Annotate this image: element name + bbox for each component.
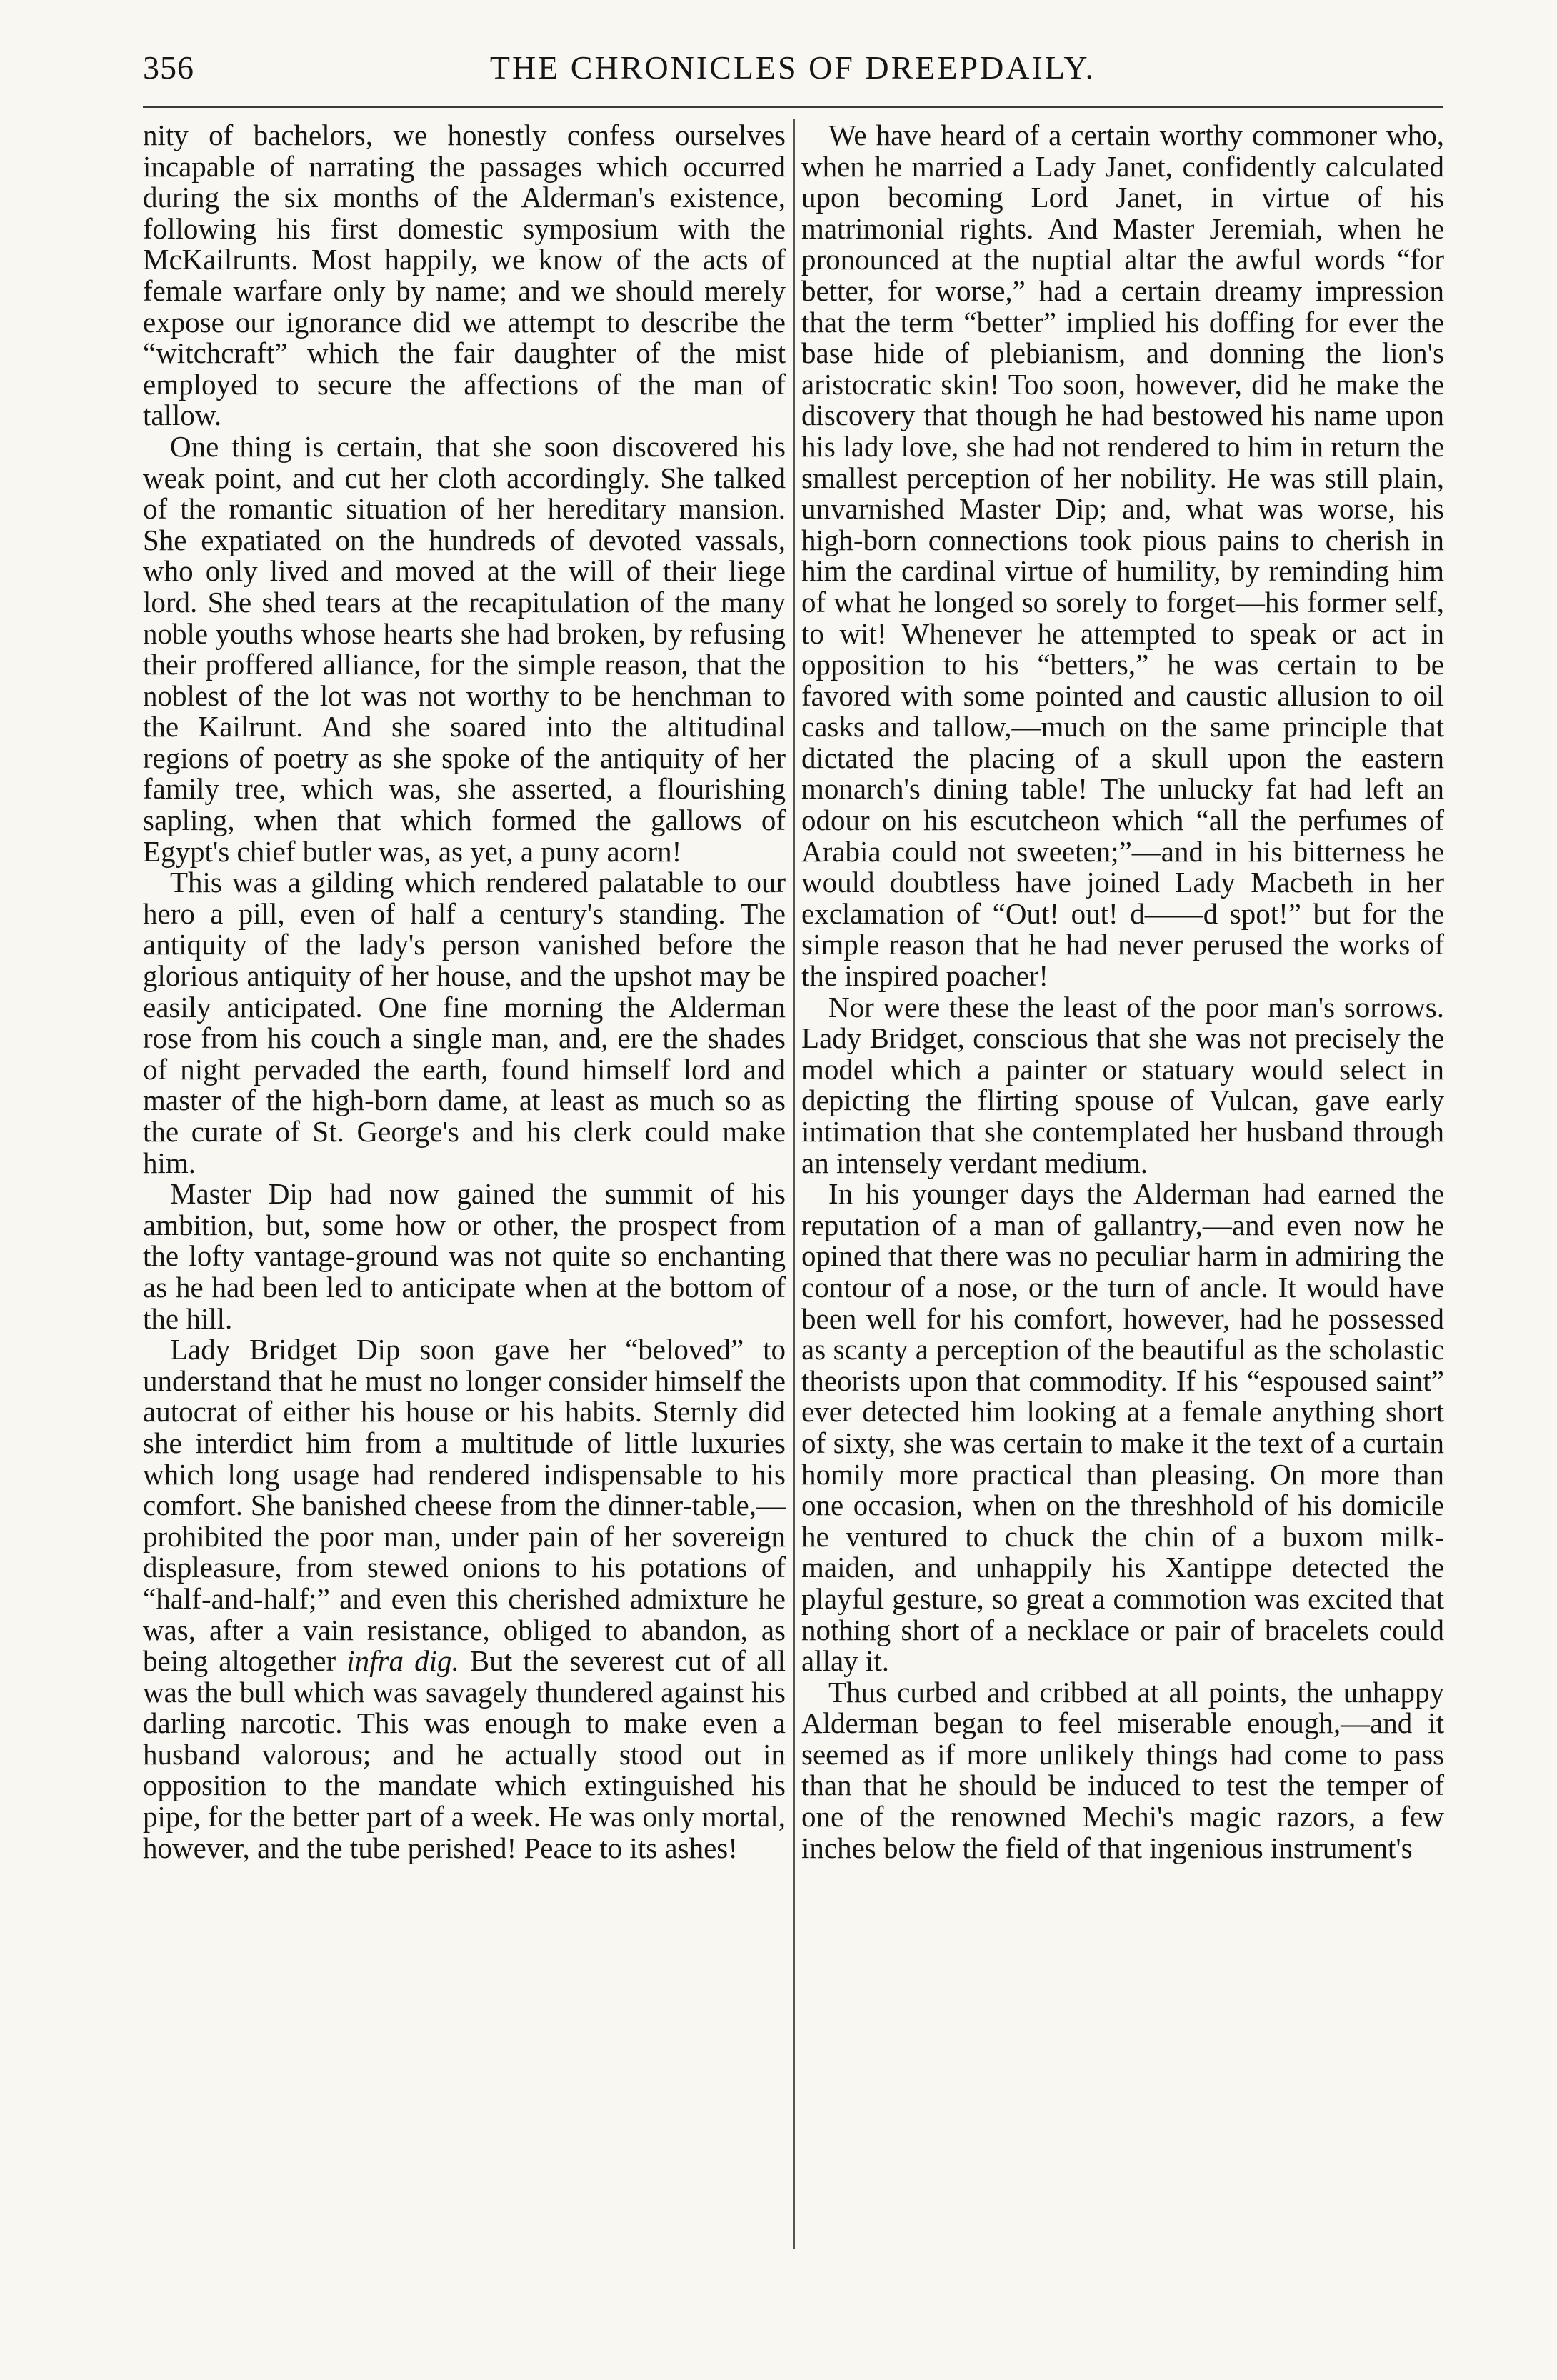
paragraph (143, 1334, 786, 1864)
paragraph: nity of bachelors, we honestly confess ourselves incapable of narrating the passages which occurred during the six months of the Alderman's existence, following his first domestic symposium with the McKailrunts. Most happily, we know of the acts of female warfare only by name; and we should merely expose our ignorance did we attempt to describe the “witchcraft” which the fair daughter of the mist employed to secure the affections of the man of tallow. (143, 119, 786, 432)
paragraph: In his younger days the Alderman had earned the reputation of a man of gallantry,—and even now he opined that there was no peculiar harm in admiring the contour of a nose, or the turn of ancle. It would have been well for his comfort, however, had he possessed as scanty a perception of the beautiful as the scholastic theorists upon that commodity. If his “espoused saint” ever detected him looking at a female anything short of sixty, she was certain to make it the text of a curtain homily more practical than pleasing. On more than one occasion, when on the threshhold of his domicile he ventured to chuck the chin of a buxom milk-maiden, and unhappily his Xantippe detected the playful gesture, so great a commotion was excited that nothing short of a necklace or pair of bracelets could allay it. (801, 1177, 1444, 1678)
left-column (143, 120, 786, 1864)
italic-phrase: infra dig. (346, 1644, 459, 1678)
right-column (801, 120, 1444, 1864)
paragraph-text: Lady Bridget Dip soon gave her “beloved” to understand that he must no longer consider himself the autocrat of either his house or his habits. Sternly did she interdict him from a multitude of little luxuries which long usage had rendered indispensable to his comfort. She banished cheese from the dinner-table,—prohibited the poor man, under pain of her sovereign displeasure, from stewed onions to his potations of “half-and-half;” and even this cherished admixture he was, after a vain resistance, obliged to abandon, as being altogether (143, 1333, 786, 1678)
paragraph-text: But the severest cut of all was the bull which was savagely thundered against his darling narcotic. This was enough to make even a husband valorous; and he actually stood out in opposition to the mandate which extinguished his pipe, for the better part of a week. He was only mortal, however, and the tube perished! Peace to its ashes! (143, 1644, 786, 1864)
paragraph: One thing is certain, that she soon discovered his weak point, and cut her cloth accordingly. She talked of the romantic situation of her hereditary mansion. She expatiated on the hundreds of devoted vassals, who only lived and moved at the will of their liege lord. She shed tears at the recapitulation of the many noble youths whose hearts she had broken, by refusing their proffered alliance, for the simple reason, that the noblest of the lot was not worthy to be henchman to the Kailrunt. And she soared into the altitudinal regions of poetry as she spoke of the antiquity of her family tree, which was, she asserted, a flourishing sapling, when that which formed the gallows of Egypt's chief butler was, as yet, a puny acorn! (143, 429, 786, 868)
paragraph: This was a gilding which rendered palatable to our hero a pill, even of half a century's standing. The antiquity of the lady's person vanished before the glorious antiquity of her house, and the upshot may be easily anticipated. One fine morning the Alderman rose from his couch a single man, and, ere the shades of night pervaded the earth, found himself lord and master of the high-born dame, at least as much so as the curate of St. George's and his clerk could make him. (143, 866, 786, 1179)
paragraph: Thus curbed and cribbed at all points, the unhappy Alderman began to feel miserable enough,—and it seemed as if more unlikely things had come to pass than that he should be induced to test the temper of one of the renowned Mechi's magic razors, a few inches below the field of that ingenious instrument's (801, 1675, 1444, 1864)
page-header (143, 49, 1443, 99)
header-rule (143, 106, 1443, 108)
paragraph: We have heard of a certain worthy commoner who, when he married a Lady Janet, confidently calculated upon becoming Lord Janet, in virtue of his matrimonial rights. And Master Jeremiah, when he pronounced at the nuptial altar the awful words “for better, for worse,” had a certain dreamy impression that the term “better” implied his doffing for ever the base hide of plebianism, and donning the lion's aristocratic skin! Too soon, however, did he make the discovery that though he had bestowed his name upon his lady love, she had not rendered to him in return the smallest perception of her nobility. He was still plain, unvarnished Master Dip; and, what was worse, his high-born connections took pious pains to cherish in him the cardinal virtue of humility, by reminding him of what he longed so sorely to forget—his former self, to wit! Whenever he attempted to speak or act in opposition to his “betters,” he was certain to be favored with some pointed and caustic allusion to oil casks and tallow,—much on the same principle that dictated the placing of a skull upon the eastern monarch's dining table! The unlucky fat had left an odour on his escutcheon which “all the perfumes of Arabia could not sweeten;”—and in his bitterness he would doubtless have joined Lady Macbeth in her exclamation of “Out! out! d——d spot!” but for the simple reason that he had never perused the works of the inspired poacher! (801, 119, 1444, 993)
column-rule (793, 119, 795, 2249)
paragraph: Nor were these the least of the poor man's sorrows. Lady Bridget, conscious that she was not precisely the model which a painter or statuary would select in depicting the flirting spouse of Vulcan, gave early intimation that she contemplated her husband through an intensely verdant medium. (801, 990, 1444, 1179)
paragraph: Master Dip had now gained the summit of his ambition, but, some how or other, the prospect from the lofty vantage-ground was not quite so enchanting as he had been led to anticipate when at the bottom of the hill. (143, 1177, 786, 1335)
page-number: 356 (143, 49, 194, 86)
running-title: THE CHRONICLES OF DREEPDAILY. (489, 49, 1096, 86)
